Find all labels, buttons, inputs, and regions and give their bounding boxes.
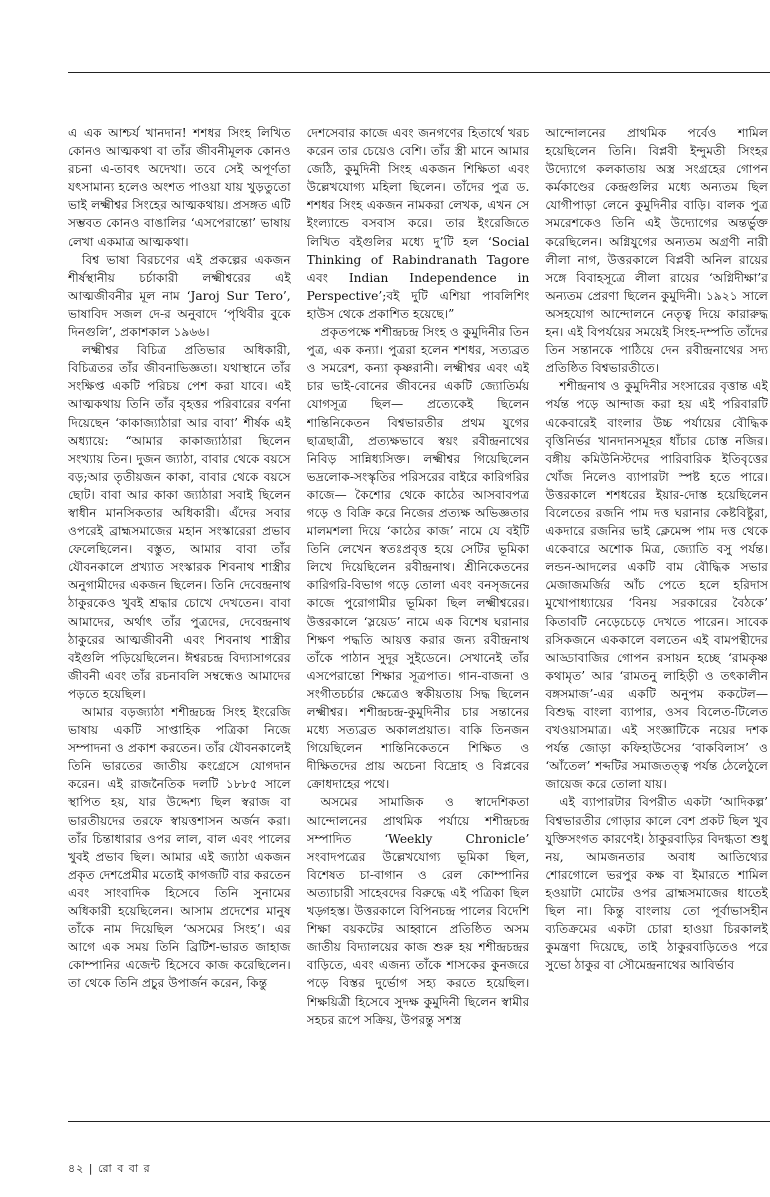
paragraph: শশীন্দ্রনাথ ও কুমুদিনীর সংসারের বৃত্তান্ত এই পর্যন্ত পড়ে আন্দাজ করা হয় এই পরিবারটি একেবারেই বাংলার উচ্চ পর্যায়ের বৌদ্ধিক বৃত্তিনির্ভর খানদানসমূহর ধাঁচার চোস্ত নজির। বঙ্গীয় কমিউনিস্টদের পারিবারিক ইতিবৃত্তের খোঁজ নিলেও ব্যাপারটা স্পষ্ট হতে পারে। উত্তরকালে শশধরের ইয়ার-দোস্ত হয়েছিলেন বিলেতের রজনি পাম দত্ত ঘরানার কেষ্টবিষ্টুরা, একদারে রজনির ভাই ক্লেমেন্স পাম দত্ত থেকে একেবারে অশোক মিত্র, জ্যোতি বসু পর্যন্ত। লন্ডন-আদলের একটি বাম বৌদ্ধিক সভার মেজাজমর্জির আঁচ পেতে হলে হরিদাস মুখোপাধ্যায়ের ‘বিনয় সরকারের বৈঠকে’ কিতাবটি নেড়েচেড়ে দেখতে পারেন। সাবেক রসিকজনে এককালে বলতেন এই বামপন্থীদের আড্ডাবাজির গোপন রসায়ন হচ্ছে ‘রামকৃষ্ণ কথামৃত’ আর ‘রামতনু লাহিড়ী ও তৎকালীন বঙ্গসমাজ’-এর একটি অনুপম ককটেল— বিশুদ্ধ বাংলা ব্যাপার, ওসব বিলেত-টিলেত বখওয়াসমাত্র। এই সংজ্ঞাটিকে নয়ের দশক পর্যন্ত জোড়া কফিহাউসের ‘বাকবিলাস’ ও ‘আঁতেল’ শব্দটির সমাজতত্ত্ব পর্যন্ত ঠেলেঠুলে জায়েজ করে তোলা যায়।: [545, 379, 769, 792]
paragraph: অসমের সামাজিক ও স্বাদেশিকতা আন্দোলনের প্রাথমিক পর্যায়ে শশীন্দ্রচন্দ্র সম্পাদিত ‘Weekly Chronicle’ সংবাদপত্রের উল্লেখযোগ্য ভূমিকা ছিল, বিশেষত চা-বাগান ও রেল কোম্পানির অত্যাচারী সাহেবদের বিরুদ্ধে এই পত্রিকা ছিল খড়্গহস্ত। উত্তরকালে বিপিনচন্দ্র পালের বিদেশি শিক্ষা বয়কটের আহ্বানে প্রতিষ্ঠিত অসম জাতীয় বিদ্যালয়ের কাজ শুরু হয় শশীন্দ্রচন্দ্রর বাড়িতে, এবং এজন্য তাঁকে শাসকের কুনজরে পড়ে বিস্তর দুর্ভোগ সহ্য করতে হয়েছিল। শিক্ষয়িত্রী হিসেবে সুদক্ষ কুমুদিনী ছিলেন স্বামীর সহচর রূপে সক্রিয়, উপরন্তু সশস্ত্র: [306, 795, 530, 1027]
paragraph: বিশ্ব ভাষা বিরচণের এই প্রকল্পের একজন শীর্ষস্থানীয় চর্চাকারী লক্ষ্মীশ্বরের এই আত্মজীবনীর মূল নাম ‘Jaroj Sur Tero’, ভাষাবিদ সজল দে-র অনুবাদে ‘পৃথিবীর বুকে দিনগুলি’, প্রকাশকাল ১৯৬৬।: [68, 252, 291, 340]
paragraph: এই ব্যাপারটার বিপরীত একটা ‘আদিকল্প’ বিশ্বভারতীর গোড়ার কালে বেশ প্রকট ছিল খুব যুক্তিসংগত কারণেই। ঠাকুরবাড়ির বিদগ্ধতা শুধু নয়, আমজনতার অবাধ আতিথ্যের শোরগোলে ভরপুর কক্ষ বা ইমারতে শামিল হওয়াটা মোটের ওপর ব্রাহ্মসমাজের ধাতেই ছিল না। কিন্তু বাংলায় তো পূর্বাভাসহীন ব্যতিক্রমের একটা চোরা হাওয়া চিরকালই কুমন্ত্রণা দিয়েছে, তাই ঠাকুরবাড়িতেও পরে সুভো ঠাকুর বা সৌমেন্দ্রনাথের আবির্ভাব: [545, 795, 769, 973]
page-footer: ৪২ | রো ব বা র: [68, 1162, 151, 1175]
top-rule: [68, 72, 770, 73]
paragraph: আন্দোলনের প্রাথমিক পর্বেও শামিল হয়েছিলেন তিনি। বিপ্লবী ইন্দুমতী সিংহর উদ্যোগে কলকাতায় অস্ত্র সংগ্রহের গোপন কর্মকাণ্ডের কেন্দ্রগুলির মধ্যে অন্যতম ছিল যোগীপাড়া লেনে কুমুদিনীর বাড়ি। বালক পুত্র সমরেশকেও তিনি এই উদ্যোগের অন্তর্ভুক্ত করেছিলেন। অগ্নিযুগের অন্যতম অগ্রণী নারী লীলা নাগ, উত্তরকালে বিপ্লবী অনিল রায়ের সঙ্গে বিবাহসূত্রে লীলা রায়ের ‘অগ্নিদীক্ষা’র অন্যতম প্রেরণা ছিলেন কুমুদিনী। ১৯২১ সালে অসহযোগ আন্দোলনে নেতৃত্ব দিয়ে কারারুদ্ধ হন। এই বিপর্যয়ের সময়েই সিংহ-দম্পতি তাঁদের তিন সন্তানকে পাঠিয়ে দেন রবীন্দ্রনাথের সদ্য প্রতিষ্ঠিত বিশ্বভারতীতে।: [545, 126, 769, 376]
column-3: [545, 124, 768, 1114]
column-2: [307, 124, 530, 1114]
paragraph: প্রকৃতপক্ষে শশীন্দ্রচন্দ্র সিংহ ও কুমুদিনীর তিন পুত্র, এক কন্যা। পুত্ররা হলেন শশধর, সত্যব্রত ও সমরেশ, কন্যা কৃষ্ণরানী। লক্ষ্মীশ্বর এবং এই চার ভাই-বোনের জীবনের একটি জ্যোতির্ময় যোগসূত্র ছিল— প্রত্যেকেই ছিলেন শান্তিনিকেতন বিশ্বভারতীর প্রথম যুগের ছাত্রছাত্রী, প্রত্যক্ষভাবে স্বয়ং রবীন্দ্রনাথের নিবিড় সান্নিধ্যসিক্ত। লক্ষ্মীশ্বর গিয়েছিলেন ভদ্রলোক-সংস্কৃতির পরিসরের বাইরে কারিগরির কাজে— কৈশোর থেকে কাঠের আসবাবপত্র গড়ে ও বিক্রি করে নিজের প্রত্যক্ষ অভিজ্ঞতার মালমশলা দিয়ে ‘কাঠের কাজ’ নামে যে বইটি তিনি লেখেন স্বতঃপ্রবৃত্ত হয়ে সেটির ভূমিকা লিখে দিয়েছিলেন রবীন্দ্রনাথ। শ্রীনিকেতনের কারিগরি-বিভাগ গড়ে তোলা এবং বনসৃজনের কাজে পুরোগামীর ভূমিকা ছিল লক্ষ্মীশ্বরের। উত্তরকালে ‘স্লয়েড’ নামে এক বিশেষ ঘরানার শিক্ষণ পদ্ধতি আয়ত্ত করার জন্য রবীন্দ্রনাথ তাঁকে পাঠান সুদূর সুইডেনে। সেখানেই তাঁর এসপেরান্তো শিক্ষার সূত্রপাত। গান-বাজনা ও সংগীতচর্চার ক্ষেত্রেও স্বকীয়তায় সিদ্ধ ছিলেন লক্ষ্মীশ্বর। শশীন্দ্রচন্দ্র-কুমুদিনীর চার সন্তানের মধ্যে সত্যব্রত অকালপ্রয়াত। বাকি তিনজন গিয়েছিলেন শান্তিনিকেতনে শিক্ষিত ও দীক্ষিতদের প্রায় অচেনা বিদ্রোহ ও বিপ্লবের ক্রোধদাহের পথে।: [306, 325, 530, 792]
bottom-rule: [68, 1121, 770, 1122]
paragraph: দেশসেবার কাজে এবং জনগণের হিতার্থে খরচ করেন তার চেয়েও বেশি। তাঁর স্ত্রী মানে আমার জেঠি, কুমুদিনী সিংহ একজন শিক্ষিতা এবং উল্লেখযোগ্য মহিলা ছিলেন। তাঁদের পুত্র ড. শশধর সিংহ একজন নামকরা লেখক, এখন সে ইংল্যান্ডে বসবাস করে। তার ইংরেজিতে লিখিত বইগুলির মধ্যে দু’টি হল ‘Social Thinking of Rabindranath Tagore এবং Indian Independence in Perspective’;বই দুটি এশিয়া পাবলিশিং হাউস থেকে প্রকাশিত হয়েছে।”: [306, 126, 530, 321]
article-body: [68, 124, 768, 1114]
column-1: [68, 124, 291, 1114]
paragraph: লক্ষ্মীশ্বর বিচিত্র প্রতিভার অধিকারী, বিচিত্রতর তাঁর জীবনাভিজ্ঞতা। যথাস্থানে তাঁর সংক্ষিপ্ত একটি পরিচয় পেশ করা যাবে। এই আত্মকথায় তিনি তাঁর বৃহত্তর পরিবারের বর্ণনা দিয়েছেন ‘কাকাজ্যাঠারা আর বাবা’ শীর্ষক এই অধ্যায়ে: “আমার কাকাজ্যাঠারা ছিলেন সংখ্যায় তিন। দুজন জ্যাঠা, বাবার থেকে বয়সে বড়;আর তৃতীয়জন কাকা, বাবার থেকে বয়সে ছোট। বাবা আর কাকা জ্যাঠারা সবাই ছিলেন স্বাধীন মানসিকতার অধিকারী। এঁদের সবার ওপরেই ব্রাহ্মসমাজের মহান সংস্কারেরা প্রভাব ফেলেছিলেন। বস্তুত, আমার বাবা তাঁর যৌবনকালে প্রখ্যাত সংস্কারক শিবনাথ শাস্ত্রীর অনুগামীদের একজন ছিলেন। তিনি দেবেন্দ্রনাথ ঠাকুরকেও খুবই শ্রদ্ধার চোখে দেখতেন। বাবা আমাদের, অর্থাৎ তাঁর পুত্রদের, দেবেন্দ্রনাথ ঠাকুরের আত্মজীবনী এবং শিবনাথ শাস্ত্রীর বইগুলি পড়িয়েছিলেন। ঈশ্বরচন্দ্র বিদ্যাসাগরের জীবনী এবং তাঁর রচনাবলি সম্বন্ধেও আমাদের পড়তে হয়েছিল।: [68, 343, 291, 701]
paragraph: এ এক আশ্চর্য খানদান! শশধর সিংহ লিখিত কোনও আত্মকথা বা তাঁর জীবনীমূলক কোনও রচনা এ-তাবৎ অদেখা। তবে সেই অপূর্ণতা যৎসামান্য হলেও অংশত পাওয়া যায় খুড়তুতো ভাই লক্ষ্মীশ্বর সিংহের আত্মকথায়। প্রসঙ্গত এটি সম্ভবত কোনও বাঙালির ‘এসপেরান্তো’ ভাষায় লেখা একমাত্র আত্মকথা।: [68, 126, 291, 249]
paragraph: আমার বড়জ্যাঠা শশীন্দ্রচন্দ্র সিংহ ইংরেজি ভাষায় একটি সাপ্তাহিক পত্রিকা নিজে সম্পাদনা ও প্রকাশ করতেন। তাঁর যৌবনকালেই তিনি ভারতের জাতীয় কংগ্রেসে যোগদান করেন। এই রাজনৈতিক দলটি ১৮৮৫ সালে স্থাপিত হয়, যার উদ্দেশ্য ছিল স্বরাজ বা ভারতীয়দের তরফে স্বায়ত্তশাসন অর্জন করা। তাঁর চিন্তাধারার ওপর লাল, বাল এবং পালের খুবই প্রভাব ছিল। আমার এই জ্যাঠা একজন প্রকৃত দেশপ্রেমীর মতোই কাগজটি বার করতেন এবং সাংবাদিক হিসেবে তিনি সুনামের অধিকারী হয়েছিলেন। আসাম প্রদেশের মানুষ তাঁকে নাম দিয়েছিল ‘অসমের সিংহ’। এর আগে এক সময় তিনি ব্রিটিশ-ভারত জাহাজ কোম্পানির এজেন্ট হিসেবে কাজ করেছিলেন। তা থেকে তিনি প্রচুর উপার্জন করেন, কিন্তু: [68, 705, 291, 991]
